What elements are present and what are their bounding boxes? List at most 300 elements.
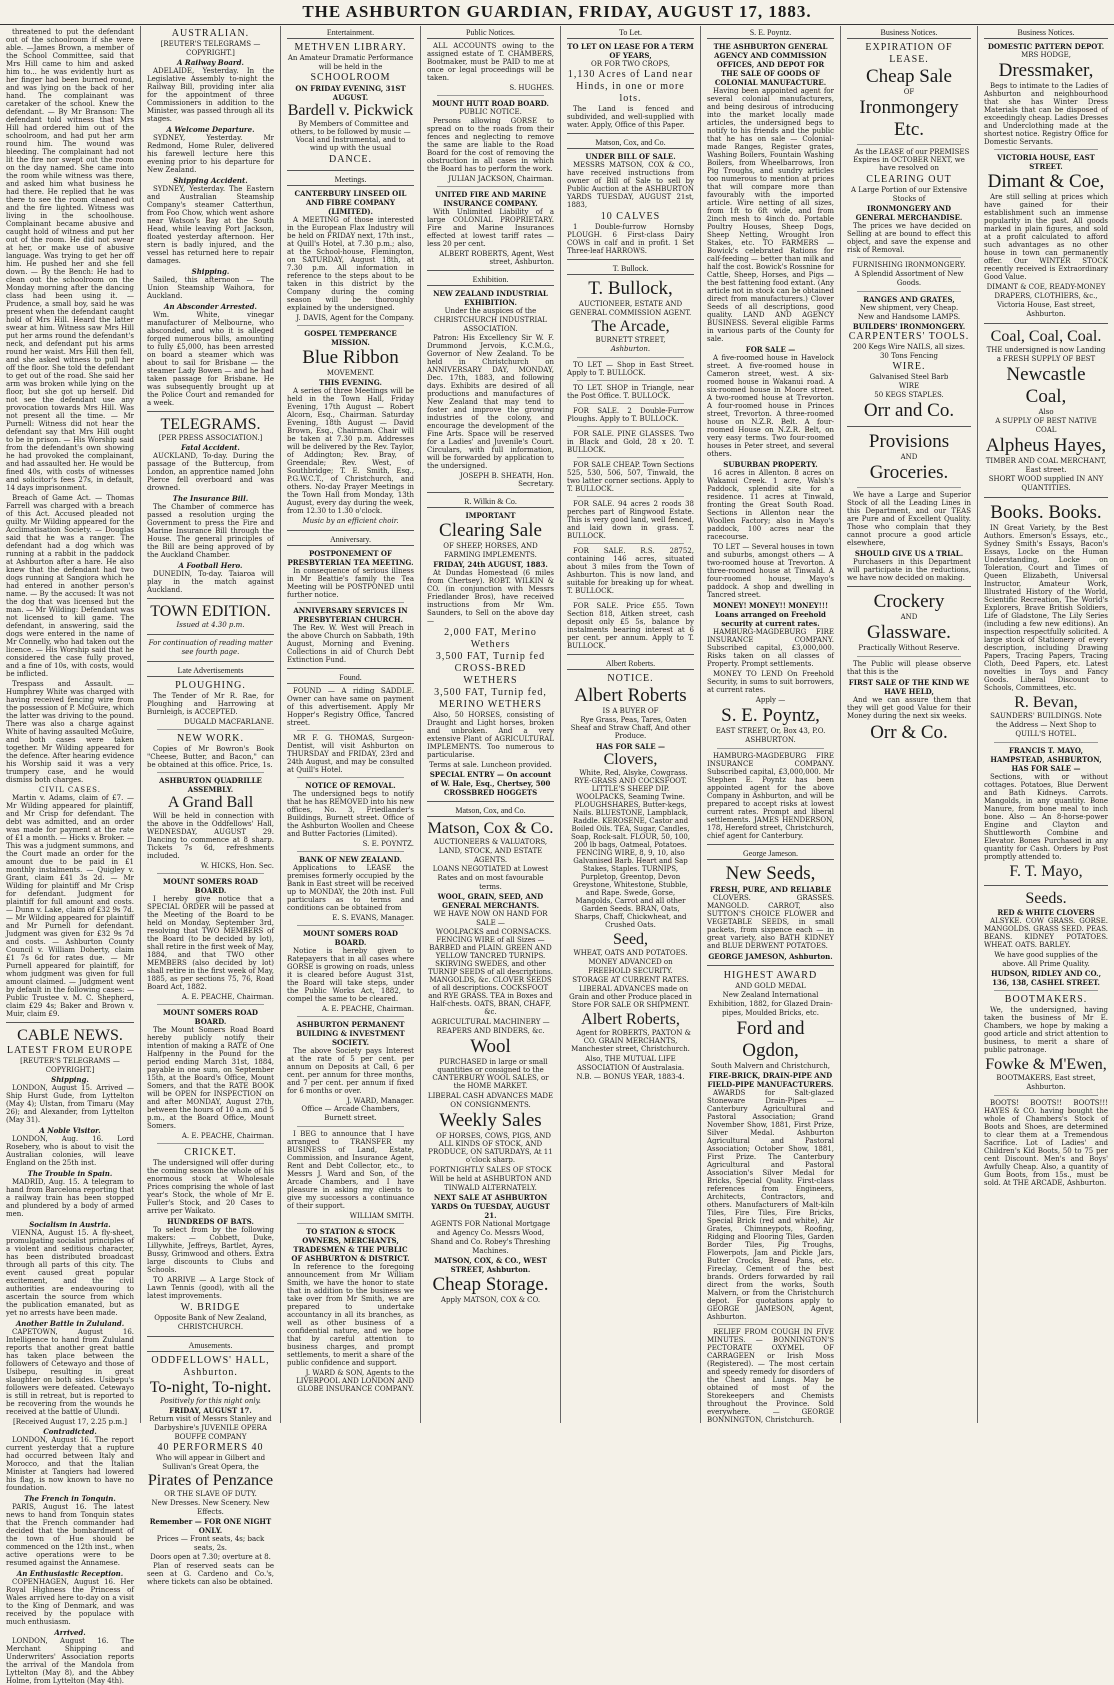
ad-headline: Glassware. [867, 622, 951, 643]
ad-text: FOR SALE CHEAP. Town Sections 525, 530, 506, 507, Tinwald, the two latter corner sections. Apply to T. BULLOCK. [567, 461, 694, 493]
ad-text: The Land is fenced and subdivided, and well-supplied with water. Apply, Office of this Paper. [567, 105, 694, 129]
section-heading: Matson, Cox, and Co. [427, 806, 554, 817]
section-heading: Business Notices. [847, 28, 971, 39]
ad-text: New Zealand International Exhibition, 1882, for Glazed Drain-pipes, Moulded Bricks, etc. [708, 991, 833, 1017]
news-title: The Trouble in Spain. [27, 1169, 113, 1178]
ad-subtitle: PUBLIC NOTICE. [459, 108, 522, 116]
town-edition-heading: TOWN EDITION. [150, 603, 271, 620]
ad-text: CLOVERS. GRASSES. MANGOLD. CARROT, also SUTTON'S CHOICE FLOWER and VEGETABLE SEEDS, in small packets, from sixpence each — in great variety, also BATH KIDNEY and BLUE DERWENT POTATOES. [707, 894, 834, 950]
ad-text: Return visit of Messrs Stanley and Darbyshire's JUVENILE OPERA BOUFFE COMPANY [149, 1415, 272, 1441]
issued-time: Issued at 4.30 p.m. [176, 621, 245, 629]
ad-title: UNITED FIRE AND MARINE INSURANCE COMPANY. [434, 190, 546, 208]
ad-subtitle: MOVEMENT. [326, 369, 375, 377]
ad-text: Apply MATSON, COX & CO. [440, 1296, 541, 1304]
ad-subtitle: HUNDREDS OF BATS. [167, 1217, 254, 1226]
section-heading: AUSTRALIAN. [171, 28, 250, 39]
ad-text: The undersigned will offer during the coming season the whole of his enormous stock at Wholesale Prices comprising the whole of last year's Stock, the whole of Mr E. Fuller's Stock, and 20 Cases to arrive per Waikato. [147, 1159, 274, 1215]
news-text: LONDON, August 16. The Merchant Shipping and Underwriters' Association reports the arrival of the Mandola from Lyttelton (May 8), and the Abbey Holme, from Lyttelton (May 4th). [6, 1637, 134, 1685]
ad-signature: J. DAVIS, Agent for the Company. [296, 314, 414, 322]
ad-text: AND [900, 613, 918, 621]
ad-headline: Orr & Co. [870, 722, 948, 743]
ad-headline: Books. Books. [990, 502, 1102, 523]
ad-headline: Dimant & Coe, [987, 171, 1105, 192]
ad-text: TO ARRIVE — A Large Stock of Lawn Tennis (good), with all the latest improvements. [147, 1276, 274, 1300]
ad-text: RELIEF FROM COUGH IN FIVE MINUTES. — BONNINGTON'S PECTORATE OXYMEL OF CARRAGEEN or Irish Moss (Registered). — The most certain and speedy remedy for disorders of the Chest and Lungs. May be obtained of most of the Storekeepers and Chemists throughout the Province. Sold everywhere. — GEORGE BONNINGTON, Christchurch. [707, 1328, 834, 1424]
credit-line: [REUTER'S TELEGRAMS — COPYRIGHT.] [20, 1057, 120, 1074]
ad-subtitle: RED & WHITE CLOVERS [997, 908, 1095, 917]
ad-headline: Cheap Sale [865, 66, 952, 87]
ad-subtitle: CARPENTERS' TOOLS. [848, 331, 970, 342]
ad-text: Having been appointed agent for several colonial manufacturers, and being desirous of introducing into the market locally made articles, the undersigned begs to notify to his friends and the public that he has on sale — Colonial-made Ranges, Register grates, Washing Boilers, Fountain Washing Boilers, from Wheelbarrows, Iron Pig Troughs, and sundry articles too numerous to mention at prices that will compare more than favourably with the imported article. Wire netting of all sizes, from 1ft to 6ft wide, and from 2inch mesh to 4inch do. Portable Poultry Houses, Sheep Dogs, Sheep Netting, Wrought Iron Stakes, etc. TO FARMERS — Bowick's celebrated Rations for calf-feeding — better than milk and half the cost. Bowick's Rossnine for Cattle, Sheep, Horses, and Pigs — the best fattening food extant. (Any article not in stock can be obtained direct from manufacturers.) Clover Seeds of all descriptions, good quality. LAND AND AGENCY BUSINESS. Several eligible Farms in various parts of the County for sale. [707, 87, 834, 343]
ad-title: TO STATION & STOCK OWNERS, MERCHANTS, TRADESMEN & THE PUBLIC OF ASHBURTON & DISTRICT. [291, 1227, 410, 1263]
ad-subtitle: HAS FOR SALE — [595, 742, 666, 751]
ad-text: A Large Portion of our Extensive Stocks of [850, 186, 968, 203]
ad-signature: HUDSON, RIDLEY AND CO., 136, 138, CASHEL STREET. [990, 969, 1102, 987]
column-3 [280, 26, 420, 1423]
ad-title: BOOTMAKERS. [1004, 994, 1088, 1005]
section-heading: Business Notices. [984, 28, 1108, 39]
ad-title: POSTPONEMENT OF PRESBYTERIAN TEA MEETING. [287, 549, 414, 567]
ad-signature: DIMANT & COE, READY-MONEY DRAPERS, CLOTHIERS, &c., Victoria House, East street, Ashburton. [986, 283, 1106, 318]
ad-signature: DUGALD MACFARLANE. [184, 718, 274, 726]
ad-text: As the LEASE of our PREMISES Expires in OCTOBER NEXT, we have resolved on [853, 148, 970, 172]
ad-text: N.B. — BONUS YEAR, 1883-4. [576, 1073, 685, 1081]
ad-text: PURCHASED in large or small quantities or consigned to the CANTERBURY WOOL SALES, or the HOME MARKET. [432, 1058, 549, 1090]
ad-text: TO LET. SHOP in Triangle, near the Post Office. T. BULLOCK. [567, 384, 694, 400]
ad-text: Rye Grass, Peas, Tares, Oaten Sheaf and Straw Chaff, And other Produce. [570, 716, 691, 740]
cable-subheading: LATEST FROM EUROPE [6, 1045, 134, 1056]
ad-performers: 40 PERFORMERS 40 [157, 1442, 264, 1453]
ad-subtitle: FRESH, PURE, AND RELIABLE [709, 885, 832, 894]
ad-title: NOTICE. [607, 673, 654, 684]
news-text: Sailed, this afternoon — The Union Steamship Waihora, for Auckland. [147, 276, 274, 300]
ad-title: NEW WORK. [177, 733, 244, 744]
ad-text: Also, 50 HORSES, consisting of Draught and Light horses, broken and unbroken. And a very extensive Plant of AGRICULTURAL IMPLEMENTS. Too numerous to particularise. [427, 711, 554, 759]
ad-text: We, the undersigned, having taken the business of Mr E. Chambers, we hope by making a good article and strict attention to business, to merit a share of public patronage. [984, 1006, 1108, 1054]
ad-text: The Public will please observe that this is the [847, 660, 971, 676]
section-heading: Public Notices. [427, 28, 554, 39]
ad-title: NEW ZEALAND INDUSTRIAL EXHIBITION. [433, 289, 548, 307]
ad-text: Apply — [755, 696, 786, 704]
ad-text: THE undersigned is now Landing a FRESH SUPPLY OF BEST [986, 346, 1106, 363]
ad-text: MESSRS MATSON, COX & CO., have received instructions from owner of Bill of Sale to sell by Public Auction at the ASHBURTON YARDS TUESDAY, AUGUST 21st, 1883, [567, 161, 694, 209]
news-text: SYDNEY, Yesterday. The Eastern and Australian Steamship Company's steamer Catterthun, from Foo Chow, which went ashore near Watson's Bay at the South Head, while leaving Port Jackson, floated yesterday afternoon. Her stern is badly injured, and the vessel has returned here to repair damages. [147, 185, 274, 265]
ad-text: SHORT WOOD supplied IN ANY QUANTITIES. [988, 475, 1104, 492]
article-text: Trespass and Assault. — Humphrey White was charged with having received fencing wire from the possession of P. McGuire, which the latter was driving to the pound. There was also a charge against White of having assaulted McGuire, and both cases were taken together. Mr Wilding appeared for the defence. After hearing evidence his Worship said it was a very trumpery case, and he would dismiss both charges. [6, 680, 134, 784]
ad-text: A series of three Meetings will be held in the Town Hall, Friday Evening, 17th August — Robert Alcorn, Esq., Chairman. Saturday Evening, 18th August — David Brown, Esq., Chairman. Chair will be taken at 7.30 p.m. Addresses will be delivered by the Rev. Taylor, of Addington; Rev. Bray, of Greendale; Rev. West, of Southbridge; T. E. Smith, Esq., P.G.W.C.T., of Christchurch, and others. No-day Prayer Meetings in the Town Hall from Monday, 13th August, every day during the week, from 12.30 to 1.30 o'clock. [287, 387, 414, 515]
ad-text: 1 Double-furrow Hornsby PLOUGH. 6 First-class Dairy COWS in calf and in profit. 1 Set Three-leaf HARROWS. [567, 223, 694, 255]
ad-text: Agent for ROBERTS, PAXTON & CO. GRAIN MERCHANTS, Manchester street, Christchurch. [571, 1029, 691, 1053]
ad-text: HAMBURG-MAGDEBURG FIRE INSURANCE COMPANY. Subscribed capital, £3,000,000. Mr Stephen E. Poyntz has been appointed agent for the above Company in Ashburton, and will be prepared to accept risks at lowest current rates. Prompt and liberal settlements. JAMES HENDERSON, 178, Hereford street, Christchurch, chief agent for Canterbury. [707, 752, 834, 840]
news-title: The French in Tonquin. [24, 1494, 116, 1503]
section-heading: Matson, Cox, and Co. [567, 138, 694, 149]
telegrams-heading: TELEGRAMS. [160, 416, 261, 433]
news-text: DUNEDIN, To-day. Taiaroa will play in the match against Auckland. [147, 570, 274, 594]
news-title: A Noble Visitor. [39, 1126, 101, 1135]
ad-headline: Matson, Cox & Co. [427, 820, 554, 837]
ad-headline: Wool [470, 1036, 511, 1057]
ad-signature: JOSEPH B. SHEATH, Hon. Secretary. [459, 472, 554, 488]
column-8 [977, 26, 1114, 1423]
ad-date: FRIDAY, AUGUST 17. [169, 1406, 252, 1415]
ad-text: Persons allowing GORSE to spread on to the roads from their fences and neglecting to remove the same are liable to the Road Board for the cost of removing the obstruction in all cases in which the Board has to perform the work. [427, 117, 554, 173]
ad-headline: Groceries. [869, 462, 949, 483]
ad-subtitle: BUILDERS' IRONMONGERY. [852, 322, 966, 331]
news-text: The Chamber of commerce has passed a resolution urging the Government to press the Fire and Marine Insurance Bill through the House. The general principles of the Bill are being approved of by the Auckland Chamber. [147, 503, 274, 559]
ad-text: AGRICULTURAL MACHINERY — REAPERS AND BINDERS, &c. [431, 1018, 550, 1035]
ad-subtitle: IMPORTANT [465, 511, 516, 520]
news-text: AUCKLAND, To-day. During the passage of the Buttercup, from London, an apprentice named John Pierce fell overboard and was drowned. [147, 452, 274, 492]
news-text: LONDON, Aug. 16. Lord Rosebery, who is about to visit the Australian colonies, will leave England on the 25th inst. [6, 1135, 134, 1167]
ad-text: A Splendid Assortment of New Goods. [854, 270, 964, 287]
ad-text: Plan of reserved seats can be seen at G. Cardeno and Co.'s, where tickets can also be obtained. [147, 1562, 274, 1586]
ad-text: At Dundas Homestead (6 miles from Chertsey). ROBT. WILKIN & CO. (in conjunction with Messrs Friedlander Bros), have received instructions from Mr Wm. Saunders, to Sell on the above day — [427, 569, 554, 625]
ad-headline: To-night, To-night. [149, 1379, 272, 1396]
ad-text: Patron: His Excellency Sir W. F. Drummond Jervois, K.C.M.G., Governor of New Zealand. To be held in Christchurch on ANNIVERSARY DAY, MONDAY, Dec. 17th, 1883, and following days. Exhibits are desired of all productions and manufactures of New Zealand that may tend to foster and improve the growing industries of the colony, and encourage the development of the Fine Arts. Space will be reserved for a Ladies' and Juvenile's Court. Circulars, with full information, will be forwarded by application to the undersigned. [427, 334, 554, 470]
section-heading: T. Bullock. [567, 264, 694, 275]
ad-subtitle: IS A BUYER OF [602, 707, 659, 715]
column-5 [560, 26, 700, 1423]
ad-text: 30 Tons Fencing [879, 352, 939, 360]
ad-text: Remember — FOR ONE NIGHT ONLY. [149, 1517, 272, 1535]
ad-text: ALL ACCOUNTS owing to the assigned estate of T. CHAMBERS, Bootmaker, must be PAID to me at once or legal proceedings will be taken. [427, 42, 554, 82]
ad-text: A MEETING of those interested in the European Flax Industry will be held on FRIDAY next, 17th inst., at Quill's Hotel, at 7.30 p.m.; also, at the School-house, Flemington, on SATURDAY, August 18th, at 7.30 p.m. All information in reference to the steps about to be taken in this district by the Company during the coming season will be thoroughly explained by the undersigned. [287, 216, 414, 312]
ad-subtitle: DANCE. [329, 154, 372, 165]
ad-title: MOUNT SOMERS ROAD BOARD. [163, 1008, 258, 1026]
ad-lot: 2,000 FAT, Merino Wethers [444, 627, 537, 650]
ad-text: By Members of Committee and others, to be followed by music — Vocal and Instrumental, and to wind up with the usual [290, 120, 411, 152]
ad-text: I hereby give notice that a SPECIAL ORDER will be passed at the Meeting of the Board to be held on Monday, September 3rd, resolving that TWO MEMBERS of the Board (to be decided by lot), shall retire in the first week of May, 1884, and that TWO other MEMBERS (also decided by lot) shall retire in the first week of May, 1885, as per sections 75, 76, Road Board Act, 1882. [147, 895, 274, 991]
ad-headline: Clovers, [603, 751, 658, 768]
news-title: A Welcome Departure. [166, 125, 255, 134]
ad-headline: T. Bullock, [588, 278, 673, 299]
ad-signature: A. E. PEACHE, Chairman. [181, 1132, 274, 1140]
ad-headline: Pirates of Penzance [147, 1472, 274, 1489]
ad-text: The prices we have decided on Selling at are bound to effect this object, and save the expense and risk of Removal. [847, 222, 971, 254]
section-heading: S. E. Poyntz. [707, 28, 834, 39]
ad-title: PLOUGHING. [175, 680, 246, 691]
ad-text: FORTNIGHTLY SALES OF STOCK Will be held at ASHBURTON AND TINWALD ALTERNATELY. [429, 1166, 552, 1192]
ad-text: FOR SALE. R.S. 28752, containing 146 acres, situated about 3 miles from the Town of Ashburton. This is now land, and suitable for breaking up for wheat. T. BULLOCK. [567, 547, 694, 595]
ad-text: Sections, with or without cottages. Potatoes, Blue Derwent and Bath Kidneys. Carrots. Mangolds, in any quantity. Bone Manure, from bone meal to inch bone. Also — An 8-horse-power Engine and Clayton and Shuttleworth Combine and Elevator. Bones Purchased in any quantity for Cash. Orders by Post promptly attended to. [984, 773, 1108, 861]
ad-text: WOOLPACKS and CORNSACKS. FENCING WIRE of all Sizes — BARBED and PLAIN. GREEN AND YELLOW TANCRED TURNIPS. SKIRVING SWEDES, and other TURNIP SEEDS of all descriptions. MANGOLDS, &c. CLOVER SEEDS of all descriptions. COCKSFOOT and RYE GRASS. TEA in Boxes and Half-chests. OATS, BRAN, CHAFF, &c. [427, 928, 553, 1016]
ad-title: MOUNT HUTT ROAD BOARD. [432, 99, 549, 108]
ad-date: ON FRIDAY EVENING, 31ST AUGUST. [295, 84, 406, 102]
column-2 [140, 26, 280, 1586]
ad-address: BURNETT STREET, [595, 336, 666, 344]
ad-text: Music by an efficient choir. [302, 517, 399, 525]
ad-headline: Alpheus Hayes, [985, 435, 1107, 456]
ad-text: TO LET — Shop in East Street. Apply to T. BULLOCK. [567, 361, 694, 377]
ad-text: Also, THE MUTUAL LIFE ASSOCIATION Of Australasia. [576, 1055, 685, 1072]
ad-text: WIRE [898, 382, 920, 390]
ad-headline: Fowke & M'Ewen, [985, 1056, 1107, 1073]
column-6 [700, 26, 840, 1423]
ad-text: Notice is hereby given to Ratepayers that in all cases where GORSE is growing on roads, unless it is cleared before August 31st, the Board will take steps, under the Public Works Act, 1882, to compel the same to be cleared. [287, 947, 414, 1003]
news-title: Fatal Accident. [181, 443, 240, 452]
ad-signature: S. HUGHES. [509, 84, 554, 92]
ad-title: MOUNT SOMERS ROAD BOARD. [303, 929, 398, 947]
ad-text: A five-roomed house in Havelock street. A five-roomed house in Cameron street, west. A six-roomed house in Wakanui road. A six-roomed house in Moore street. A two-roomed house at Trevorton. A four-roomed house in Princes street, Trevorton. A three-roomed house on N.Z.R. Belt. A four-roomed House on N.Z.R. Belt, on very easy terms. Two four-roomed houses in Peter street, and several others. [707, 354, 834, 458]
ad-text: WE HAVE NOW ON HAND FOR SALE — [433, 910, 548, 927]
ad-text: In consequence of serious illness in Mr Beattie's family the Tea Meeting will be POSTPONED until further notice. [287, 567, 414, 599]
ad-title: HIGHEST AWARD [723, 970, 818, 981]
ad-text: OF HORSES, COWS, PIGS, AND ALL KINDS OF STOCK, AND PRODUCE, ON SATURDAYS, At 11 o'clock sharp. [428, 1132, 553, 1164]
news-title: Shipping. [51, 1075, 89, 1084]
ad-text: The above Society pays Interest at the rate of 5 per cent. per annum on Deposits at Call, 6 per cent. per annum for three months, and 7 per cent. per annum if fixed for 6 months or over. [287, 1047, 414, 1095]
news-text: ADELAIDE, Yesterday. In the Legislative Assembly to-night the Railway Bill, providing inter alia for the appointment of three Commissioners in addition to the Minister, was passed through all its stages. [147, 67, 274, 123]
column-1 [0, 26, 140, 1685]
section-heading: Anniversary. [287, 535, 414, 546]
news-title: Contradicted. [43, 1427, 97, 1436]
columns [0, 26, 1114, 1685]
ad-signature: W. HICKS, Hon. Sec. [200, 862, 274, 870]
ad-subtitle: AUCTIONEER, ESTATE AND GENERAL COMMISSION AGENT. [569, 300, 692, 317]
ad-text: Begs to intimate to the Ladies of Ashburton and neighbourhood that she has Winter Dress Materials that can be disposed of exceedingly cheap. Ladies Dresses and Underclothing made at the shortest notice. Registry Office for Domestic Servants. [984, 82, 1108, 146]
ad-text: An Amateur Dramatic Performance will be held in the [287, 54, 414, 71]
article-text: threatened to put the defendant out of the schoolroom if she were able. —James Brown, a member of the School Committee, said that Mrs Hill came to him and asked him to... he was evidently hurt as her finger had been burned round, and was lying on the back of her hand. The complainant was caretaker of the school. Knew the defendant. — By Mr Branson: The defendant told witness that Mrs Hill had ordered him out of the schoolroom, and had put her arm round him. The wound was bleeding. The complainant had not lit the fire nor swept out the room on the day named. She came into the room while witness was there, and asked him what business he had there. He replied that he was there to see the room cleaned out and the fire lighted. Witness was living in the schoolhouse. Complainant became abusive and caught hold of witness and put her out of the room. He did not swear at her, or make use of abusive language. Was trying to get her off him. He pushed her and she fell down. — By the Bench: He had to clean out the schoolroom on the Monday morning after the dancing class had been using it. — Prudence, a small boy, said he was present when the defendant caught hold of Mrs Hill. Heard the latter swear at him. Witness saw Mrs Hill put her arms round the defendant's neck, and defendant put his arms round her waist. Mrs Hill then fell, and she asked witness to pull her off the floor. She told the defendant to get out of the road. She said her arm was broken while lying on the floor, but she got up herself. Did not see the defendant use any provocation towards Mrs Hill. Was not present all the time. — Mr Purnell: Witness did not hear the defendant say that Mrs Hill ought to be in prison. — His Worship said from the defendant's own showing he had provoked the complainant, and had assaulted her. He would be fined 40s, with costs of witnesses and solicitor's fees 27s, in default, 14 days imprisonment. [6, 28, 134, 492]
ad-headline: F. T. Mayo, [1009, 863, 1083, 880]
ad-headline: Clearing Sale [439, 520, 542, 541]
ad-title: METHVEN LIBRARY. [294, 42, 407, 53]
ad-text: LOANS NEGOTIATED at Lowest Rates and on most favourable terms. [432, 865, 549, 891]
ad-lot: 10 CALVES [600, 211, 661, 222]
ad-title: BANK OF NEW ZEALAND. [299, 855, 402, 864]
ad-text: White, Red, Alsyke, Cowgrass. RYE-GRASS AND COCKSFOOT. LITTLE'S SHEEP DIP. WOOLPACKS, Seaming Twine. PLOUGHSHARES, Butter-kegs, Nails. BLUESTONE, Lampblack, Raddle. KEROSENE, Castor and Boiled Oils. TEA, Sugar, Candles, Soap, Rock-salt. FLOUR, 50, 100, 200 lb bags, Oatmeal, Potatoes. FENCING WIRE, 8, 9, 10, also Galvanised Barb. Heart and Sap Stakes, Staples. TURNIPS, Purpletop, Greentop, Devon Greystone, Whitestone, Stubble, and Rape. Swede, Gorse, Mangolds, Carrot and all other Garden Seeds. BRAN, Oats, Sharps, Chaff, Chickwheat, and Crushed Oats. [570, 769, 691, 929]
ad-subtitle: BOOTMAKERS, East street, Ashburton. [996, 1074, 1096, 1091]
continuation-note: For continuation of reading matter see fourth page. [148, 639, 273, 656]
ad-signature: JULIAN JACKSON, Chairman. [448, 175, 554, 183]
newspaper-title: THE ASHBURTON GUARDIAN, FRIDAY, AUGUST 17, 1883. [302, 2, 812, 21]
ad-subtitle: Under the auspices of the CHRISTCHURCH INDUSTRIAL ASSOCIATION. [434, 307, 547, 333]
ad-subtitle: WIRE. [892, 361, 926, 372]
ad-text: MONEY ADVANCED on FREEHOLD SECURITY. [588, 958, 673, 975]
received-line: [Received August 17, 2.25 p.m.] [13, 1418, 127, 1426]
ad-headline: Newcastle Coal, [1006, 364, 1086, 407]
ad-headline: Bardell v. Pickwick [287, 102, 414, 119]
ad-text: New Dresses. New Scenery. New Effects. [151, 1499, 270, 1516]
ad-subtitle: WOOL, GRAIN, SEED, AND GENERAL MERCHANTS. [437, 892, 544, 910]
news-text: VIENNA, August 15. A fly-sheet, promulgating socialist principles of a violent and seditious character, has been distributed broadcast through all parts of this city. The event caused great popular excitement, and the civil authorities are endeavouring to ascertain the source from which the publication emanated, but as yet no arrests have been made. [6, 1229, 134, 1317]
ad-text: SPECIAL ENTRY — On account of W. Hale, Esq., Chertsey, 500 CROSSBRED HOGGETS [429, 770, 552, 797]
ad-headline: Ironmongery Etc. [859, 97, 959, 140]
ad-signature: ALBERT ROBERTS, Agent, West street, Ashburton. [439, 250, 554, 266]
ad-text: STORAGE AT CURRENT RATES. [572, 976, 689, 984]
ad-text: OF [903, 88, 915, 96]
ad-name: W. BRIDGE [180, 1302, 241, 1313]
section-heading: Exhibition. [427, 275, 554, 286]
news-text: LONDON, August 16. The report current yesterday that a rupture had occurred between Italy and Morocco, and that the Italian Minister at Tangiers had lowered his flag, is now known to have no foundation. [6, 1436, 134, 1492]
column-7 [840, 26, 977, 1423]
ad-text: Who will appear in Gilbert and Sullivan's Great Opera, the [155, 1454, 266, 1471]
news-text: CAPETOWN, August 16. Intelligence to hand from Zululand reports that another great battle has taken place between the followers of Cetewayo and those of Usibepu, resulting in great slaughter on both sides. Usibepu's followers were defeated. Cetewayo is still in retreat, but is reported to be recovering from the wounds he received at the battle of Ulundi. [6, 1328, 134, 1416]
ad-text: Doors open at 7.30; overture at 8. [150, 1553, 271, 1561]
ad-headline: Dressmaker, [998, 60, 1094, 81]
news-title: Shipping Accident. [173, 176, 248, 185]
ad-signature: E. S. EVANS, Manager. [332, 914, 414, 922]
ad-text: LIBERAL CASH ADVANCES MADE ON CONSIGNMENTS. [427, 1092, 554, 1109]
ad-text: Purchasers in this Department will participate in the reductions, we have now decided on making. [847, 558, 971, 582]
ad-address: EAST STREET, Or, Box 43, P.O. ASHBURTON. [715, 727, 826, 744]
ad-subtitle: FIRE-BRICK, DRAIN-PIPE AND FIELD-PIPE MANUFACTURERS. [707, 1071, 834, 1089]
ad-title: TO LET ON LEASE FOR A TERM OF YEARS, [567, 42, 694, 60]
ad-subtitle: OR FOR TWO CROPS, [591, 60, 670, 68]
ad-text: Prices — Front seats, 4s; back seats, 2s. [156, 1535, 265, 1552]
ad-text: We have good supplies of the above. All Prime Quality. [994, 951, 1098, 968]
masthead [0, 0, 1114, 25]
ad-title: FRANCIS T. MAYO, HAMPSTEAD, ASHBURTON, HAS FOR SALE — [990, 746, 1102, 773]
ad-title: DOMESTIC PATTERN DEPOT. [987, 42, 1105, 51]
ad-text: I BEG to announce that I have arranged to TRANSFER my BUSINESS of Land, Estate, Commission, and Insurance Agent, Rent and Debt Collector, etc., to Messrs J. Ward and Son, of the Arcade Chambers, and I have pleasure in asking my clients to give my successors a continuance of their support. [287, 1130, 414, 1210]
credit-line: [PER PRESS ASSOCIATION.] [158, 434, 263, 442]
ad-headline: S. E. Poyntz, [721, 705, 820, 726]
news-title: Socialism in Austria. [29, 1220, 111, 1229]
ad-subtitle: AUCTIONEERS & VALUATORS, LAND, STOCK, AND ESTATE AGENTS. [433, 838, 548, 864]
section-heading: Meetings. [287, 175, 414, 186]
ad-headline: A Grand Ball [167, 794, 254, 811]
ad-subtitle: OF SHEEP, HORSES, AND FARMING IMPLEMENTS. [443, 542, 538, 559]
ad-headline: Cheap Storage. [432, 1274, 549, 1295]
ad-text: Copies of Mr Bowron's Book "Cheese, Butter, and Bacon," can be obtained at this office. Price, 1s. [147, 745, 274, 769]
news-text: COPENHAGEN, August 16. Her Royal Highness the Princess of Wales arrived here to-day on a visit to the King of Denmark, and was received by the populace with much enthusiasm. [6, 1578, 134, 1626]
ad-subtitle: FURNISHING IRONMONGERY. [852, 261, 966, 269]
ad-address: Opposite Bank of New Zealand, CHRISTCHURCH. [154, 1314, 267, 1331]
section-heading: George Jameson. [707, 849, 834, 860]
cable-news-heading: CABLE NEWS. [17, 1027, 123, 1044]
ad-address: South Malvern and Christchurch, [711, 1062, 830, 1070]
ad-signature: J. WARD, Manager. [346, 1097, 414, 1105]
news-title: Another Battle in Zululand. [15, 1319, 125, 1328]
section-heading: Amusements. [147, 1341, 274, 1352]
ad-address: SAUNDERS' BUILDINGS. Note the Address — Next Shop to QUILL'S HOTEL. [990, 712, 1102, 738]
ad-subtitle: WHEAT, OATS AND POTATOES. [573, 949, 688, 957]
credit-line: [REUTER'S TELEGRAMS — COPYRIGHT.] [160, 40, 261, 57]
ad-text: Applications to LEASE the premises formerly occupied by the Bank in East street will be received up to MONDAY, the 20th inst. Full particulars as to terms and conditions can be obtained from [287, 864, 414, 912]
ad-subtitle: FOR SALE — [745, 345, 796, 354]
ad-title: THE ASHBURTON GENERAL AGENCY AND COMMISSION OFFICES, AND DEPOT FOR THE SALE OF GOODS OF COLONIAL MANUFACTURE. [713, 42, 828, 87]
ad-signature: A. E. PEACHE, Chairman. [321, 1005, 414, 1013]
ad-subtitle: CLEARING OUT [866, 174, 952, 185]
ad-text: NEXT SALE AT ASHBURTON YARDS On TUESDAY, AUGUST 21. [431, 1193, 550, 1220]
ad-text: MR F. G. THOMAS, Surgeon-Dentist, will visit Ashburton on THURSDAY and FRIDAY, 23rd and 24th August, and may be consulted at Quill's Hotel. [287, 734, 414, 774]
ad-text: And we can assure them that they will get good Value for their Money during the next six weeks. [847, 696, 971, 720]
ad-subtitle: SUBURBAN PROPERTY. [723, 460, 818, 469]
ad-headline: R. Bevan, [1014, 694, 1078, 711]
ad-text: Will be held in connection with the above in the Oddfellows' Hall, WEDNESDAY, AUGUST 29. Dancing to commence at 8 sharp. Tickets 7s 6d, refreshments included. [147, 812, 274, 860]
column-4 [420, 26, 560, 1423]
ad-headline: Albert Roberts, [581, 1011, 680, 1028]
ad-headline: Provisions [868, 431, 950, 452]
ad-title: VICTORIA HOUSE, EAST STREET. [997, 153, 1095, 171]
ad-text: AND [900, 453, 918, 461]
ad-headline: Orr and Co. [863, 400, 955, 421]
section-heading: Late Advertisements [147, 666, 274, 677]
ad-text: To select from by the following makers: — Cobbett, Duke, Lillywhite, Jeffreys, Bartlet, Ayres, Bussy, Grimwood and others. Extra large discounts to Clubs and Schools. [147, 1226, 274, 1274]
ad-text: FOR SALE. 94 acres 2 roods 38 perches part of Ringwood Estate. This is very good land, well fenced, and laid down in grass. T. BULLOCK. [567, 500, 694, 540]
ad-text: IN Great Variety, by the Best Authors. Emerson's Essays, etc., Sydney Smith's Essays, Bacon's Essays, Locke on the Human Understanding, Locke on Toleration, Court and Times of Queen Elizabeth, Universal Instructor, Amateur Work, Illustrated History of the World, Scientific Recreation, The World's Explorers, Brave British Soldiers, Life of Gladstone, The Lily Series (including a few new editions). An inspection respectfully solicited. A large stock of Stationery of every description, including Drawing Papers, Tracing Papers, Tracing Cloth, Deed Papers, etc. Latest novelties in Toys and Fancy Goods. Liberal Discount to Schools, Committees, etc. [984, 524, 1108, 692]
ad-headline: New Seeds, [725, 863, 816, 884]
ad-acres: 1,130 Acres of Land near Hinds, in one or more lots. [567, 69, 694, 104]
ad-text: The Tender of Mr R. Rae, for Ploughing and Harrowing at Burnleigh, is ACCEPTED. [147, 692, 274, 716]
ad-lot: 3,500 FAT, Turnip fed, MERINO WETHERS [434, 687, 547, 710]
ad-headline: Coal, Coal, Coal. [990, 328, 1102, 345]
ad-headline: Crockery [873, 591, 945, 612]
ad-address: Ashburton. [610, 345, 651, 353]
news-title: An Absconder Arrested. [164, 302, 257, 311]
article-text: Breach of Game Act. — Thomas Farrell was charged with a breach of this Act. Accused pleaded not guilty. Mr Wilding appeared for the Acclimatisation Society. — Douglas said that he was a ranger. The defendant had a dog which was running at a rabbit in the paddock at Ashburton after a hare. He also knew that the defendant had two dogs running at Sangiora which he had entered in another person's name. — By the accused: It was not the dog that was licensed but the man. — Mr Wilding: Defendant was not licensed to kill game. The defendant, in answering, said the dogs were entered in the name of Mr Connelly, who had taken out the licence. — His Worship said that he considered the case fully proved, and a fine of 10s, with costs, would be inflicted. [6, 494, 134, 678]
ad-text: Terms at sale. Luncheon provided. [429, 761, 552, 769]
ad-title: ASHBURTON QUADRILLE ASSEMBLY. [159, 776, 262, 794]
ad-subtitle: SHOULD GIVE US A TRIAL. [854, 549, 964, 558]
ad-text: ALSYKE. COW GRASS. GORSE. MANGOLDS. GRASS SEED. PEAS. BEANS. KIDNEY POTATOES. WHEAT. OATS. BARLEY. [984, 917, 1108, 949]
ad-text: TO LET — Several houses in town and suburbs, amongst others — A two-roomed house at Trevorton. A three-roomed house at Tinwald. A four-roomed house, Mayo's paddock. A shop and dwelling in Tancred street. [707, 543, 834, 599]
ad-text: HAMBURG-MAGDEBURG FIRE INSURANCE COMPANY. Subscribed capital, £3,000,000. Risks taken on all classes of Property. Prompt settlements. [707, 628, 834, 668]
ad-headline: Weekly Sales [439, 1110, 542, 1131]
ad-text: MONEY TO LEND On Freehold Security, in sums to suit borrowers, at current rates. [707, 670, 834, 694]
ad-signature: MATSON, COX, & CO., WEST STREET, Ashburton. [434, 1256, 547, 1274]
ad-signature: J. WARD & SON, Agents to the LIVERPOOL AND LONDON AND GLOBE INSURANCE COMPANY. [296, 1369, 414, 1393]
ad-text: AGENTS FOR National Mortgage and Agency Co. Messrs Wood, Shand and Co. Robey's Threshing Machines. [430, 1220, 551, 1255]
ad-text: We have a Large and Superior Stock of all the Leading Lines in this Department, and our TEAS are Pure and of Excellent Quality. Those who complain that they cannot procure a good article elsewhere, [847, 491, 971, 547]
ad-headline: Ford and Ogdon, [736, 1018, 805, 1061]
ad-subtitle: AND GOLD MEDAL [735, 982, 806, 990]
section-heading: Entertainment. [287, 28, 414, 39]
ad-title: NOTICE OF REMOVAL. [305, 781, 396, 790]
news-title: A Railway Board. [177, 58, 244, 67]
ad-text: BOOTS! BOOTS!! BOOTS!!! HAYES & CO. having bought the whole of Chambers's Stock of Boots and Shoes, are determined to clear them at a Tremendous Sacrifice. Lot of Ladies' and Children's Kid Boots, 50 to 75 per cent Discount. Men's and Boys' Awfully Cheap. Also, a quantity of Gum Boots, from 15s., must be sold. At THE ARCADE, Ashburton. [984, 1099, 1108, 1187]
ad-date: FRIDAY, 24th AUGUST, 1883. [433, 560, 548, 569]
ad-text: Galvanised Steel Barb [869, 373, 949, 381]
ad-title: ANNIVERSARY SERVICES IN PRESBYTERIAN CHURCH. [293, 606, 408, 624]
article-text: Martin v. Adams, claim of £7. — Mr Wilding appeared for plaintiff, and Mr Crisp for defendant. The debt was admitted, and an order was made for payment at the rate of £1 a month. — Hicks v. Broker. — This was a judgment summons, and the Court made an order for the amount due to be paid in £1 monthly instalments. — Quigley v. Grant, claim £41 3s 2d. — Mr Wilding for plaintiff and Mr Crisp for defendant. Judgment for plaintiff for full amount and costs. — Dunn v. Lake, claim of £32 9s 7d. — Mr Wilding appeared for plaintiff and Mr Purnell for defendant. Judgment was given for £32 9s 7d and costs. — Ashburton County Council v. William Doherty, claim £1 7s 6d for rates due. — Mr Purnell appeared for plaintiff, for whom judgment was given for full amount claimed. — Judgment went by default in the following cases: — Public Trustee v. M. C. Shepherd, claim £29 4s; Baker and Brown v. Muir, claim £9. [6, 794, 134, 1018]
ad-title: EXPIRATION OF LEASE. [865, 42, 953, 65]
news-title: Shipping. [191, 267, 230, 276]
ad-text: Are still selling at prices which have gained for their establishment such an immense popularity in the past. All goods marked in plain figures, and sold at a profit calculated to afford such advantages as no other house in town can permanently offer. Our WINTER STOCK recently received is Extraordinary Good Value. [984, 193, 1108, 281]
news-text: PARIS, August 16. The latest news to hand from Tonquin states that the French commander had decided that the bombardment of the town of Hue should be commenced on the 12th inst., when active operations were to be resumed against the Annamese. [6, 1503, 134, 1567]
ad-title: CRICKET. [184, 1147, 237, 1158]
ad-subtitle: MRS HODGE, [1021, 51, 1071, 59]
section-heading: R. Wilkin & Co. [427, 497, 554, 508]
ad-text: New shipment, very Cheap. [859, 304, 959, 312]
ad-subtitle: THIS EVENING. [319, 378, 382, 387]
ad-headline: Seeds. [1025, 890, 1067, 907]
news-title: A Football Hero. [178, 561, 243, 570]
ad-subtitle: UNDER BILL OF SALE. [585, 152, 676, 161]
ad-text: 200 Kegs Wire NAILS, all sizes. [852, 343, 966, 351]
ad-text: The Rev. W. West will Preach in the above Church on Sabbath, 19th August, Morning and Evening. Collections in aid of Church Debt Extinction Fund. [287, 624, 414, 664]
ad-text: New and Handsome LAMPS. [857, 313, 961, 321]
ad-signature: WILLIAM SMITH. [349, 1212, 414, 1220]
ad-address: Office — Arcade Chambers, Burnett street. [301, 1105, 400, 1122]
ad-text: A SUPPLY OF BEST NATIVE COAL [995, 417, 1097, 434]
ad-text: LIBERAL ADVANCES made on Grain and other Produce placed in Store FOR SALE OR SHIPMENT. [569, 985, 692, 1009]
ad-text: Practically Without Reserve. [858, 644, 960, 652]
ad-title: CANTERBURY LINSEED OIL AND FIBRE COMPANY (LIMITED). [294, 189, 407, 216]
ad-subtitle: TIMBER AND COAL MERCHANT, East street. [985, 457, 1107, 474]
ad-text: Also [1038, 408, 1054, 416]
ad-text: 50 KEGS STAPLES. [874, 391, 944, 399]
ad-signature: S. E. POYNTZ. [362, 840, 414, 848]
ad-title: ODDFELLOWS' HALL, Ashburton. [151, 1355, 270, 1378]
ad-lot: 3,500 FAT, Turnip fed CROSS-BRED WETHERS [435, 651, 546, 686]
ad-text: FOR SALE. Price £55. Town Section 818, Aitken street, cash deposit only £5 5s, balance by instalments bearing interest at 6 per cent. per annum. Apply to T. BULLOCK. [567, 602, 694, 650]
news-text: MADRID, Aug. 15. A telegram to hand from Barcelona reporting that a railway train has been stopped and plundered by a body of armed men. [6, 1178, 134, 1218]
ad-headline: Albert Roberts [574, 685, 687, 706]
ad-signature: GEORGE JAMESON, Ashburton. [708, 952, 833, 961]
ad-title: MOUNT SOMERS ROAD BOARD. [163, 877, 258, 895]
ad-text: FOR SALE. 2 Double-Furrow Ploughs. Apply to T. BULLOCK. [567, 407, 694, 423]
news-title: Arrived. [54, 1628, 86, 1637]
